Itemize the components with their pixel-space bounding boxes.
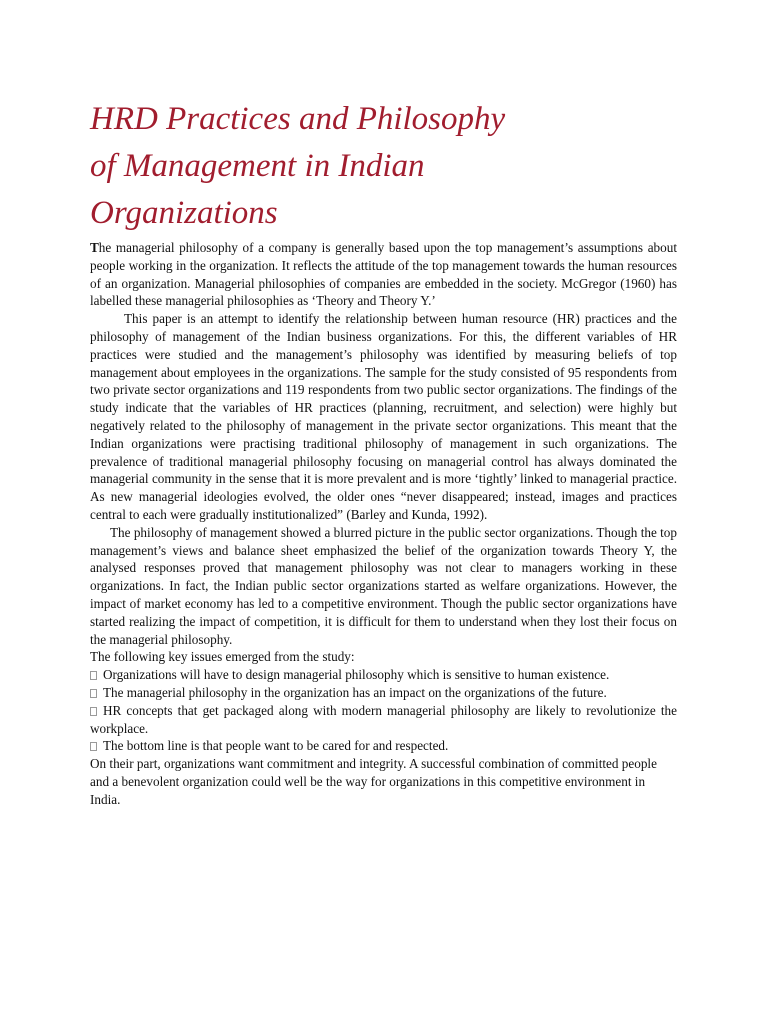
list-item: [90, 666, 677, 684]
paragraph-conclusion: On their part, organizations want commitment and integrity. A successful combination of committed people and a benevolent organization could well be the way for organizations in this competitive environment in India.: [90, 756, 657, 807]
list-item-text: HR concepts that get packaged along with modern managerial philosophy are likely to revolutionize the workplace.: [90, 702, 677, 736]
title-line-2: of Management in Indian: [90, 148, 425, 184]
list-item: [90, 684, 677, 702]
list-item-text: The bottom line is that people want to be cared for and respected.: [103, 738, 449, 754]
document-body: [90, 239, 677, 809]
paragraph-public-sector: The philosophy of management showed a blurred picture in the public sector organizations. Though the top management’s views and balance sheet emphasized the belief of the organization towards Theory Y, the analysed responses proved that management philosophy was not clear to managers working in these organizations. In fact, the Indian public sector organizations started as welfare organizations. However, the impact of market economy has led to a competitive environment. Though the public sector organizations have started realizing the impact of competition, it is difficult for them to understand when they lost their focus on the managerial philosophy.: [90, 524, 677, 647]
bullet-icon: [90, 707, 97, 716]
paragraph-intro-text: he managerial philosophy of a company is generally based upon the top management’s assumptions about people working in the organization. It reflects the attitude of the top management towards the human resources of an organization. Managerial philosophies of companies are embedded in the society. McGregor (1960) has labelled these managerial philosophies as ‘Theory and Theory Y.’: [90, 240, 677, 309]
title-line-3: Organizations: [90, 195, 278, 231]
bullet-icon: [90, 742, 97, 751]
paragraph-intro: [90, 239, 677, 310]
list-item: [90, 702, 677, 738]
paragraph-key-issues-intro: The following key issues emerged from the study:: [90, 649, 355, 665]
list-item-text: The managerial philosophy in the organization has an impact on the organizations of the future.: [103, 684, 607, 700]
list-item-text: Organizations will have to design managerial philosophy which is sensitive to human existence.: [103, 667, 610, 683]
title-line-1: HRD Practices and Philosophy: [90, 101, 506, 137]
list-item: [90, 737, 677, 755]
drop-cap: T: [90, 240, 99, 255]
bullet-icon: [90, 671, 97, 680]
bullet-icon: [90, 689, 97, 698]
document-title: [90, 96, 690, 237]
paragraph-study: This paper is an attempt to identify the relationship between human resource (HR) practices and the philosophy of management of the Indian business organizations. For this, the different variables of HR practices were studied and the management’s philosophy was identified by measuring beliefs of top management about employees in the organizations. The sample for the study consisted of 95 respondents from two private sector organizations and 119 respondents from two public sector organizations. The findings of the study indicate that the variables of HR practices (planning, recruitment, and selection) were highly but negatively related to the philosophy of management in the private sector organizations. This meant that the Indian organizations were practising traditional philosophy of management in such organizations. The prevalence of traditional managerial philosophy focusing on managerial control has always dominated the managerial community in the sense that it is more prevalent and is more ‘tightly’ linked to managerial practice. As new managerial ideologies evolved, the older ones “never disappeared; instead, images and practices central to each were gradually institutionalized” (Barley and Kunda, 1992).: [90, 311, 677, 522]
